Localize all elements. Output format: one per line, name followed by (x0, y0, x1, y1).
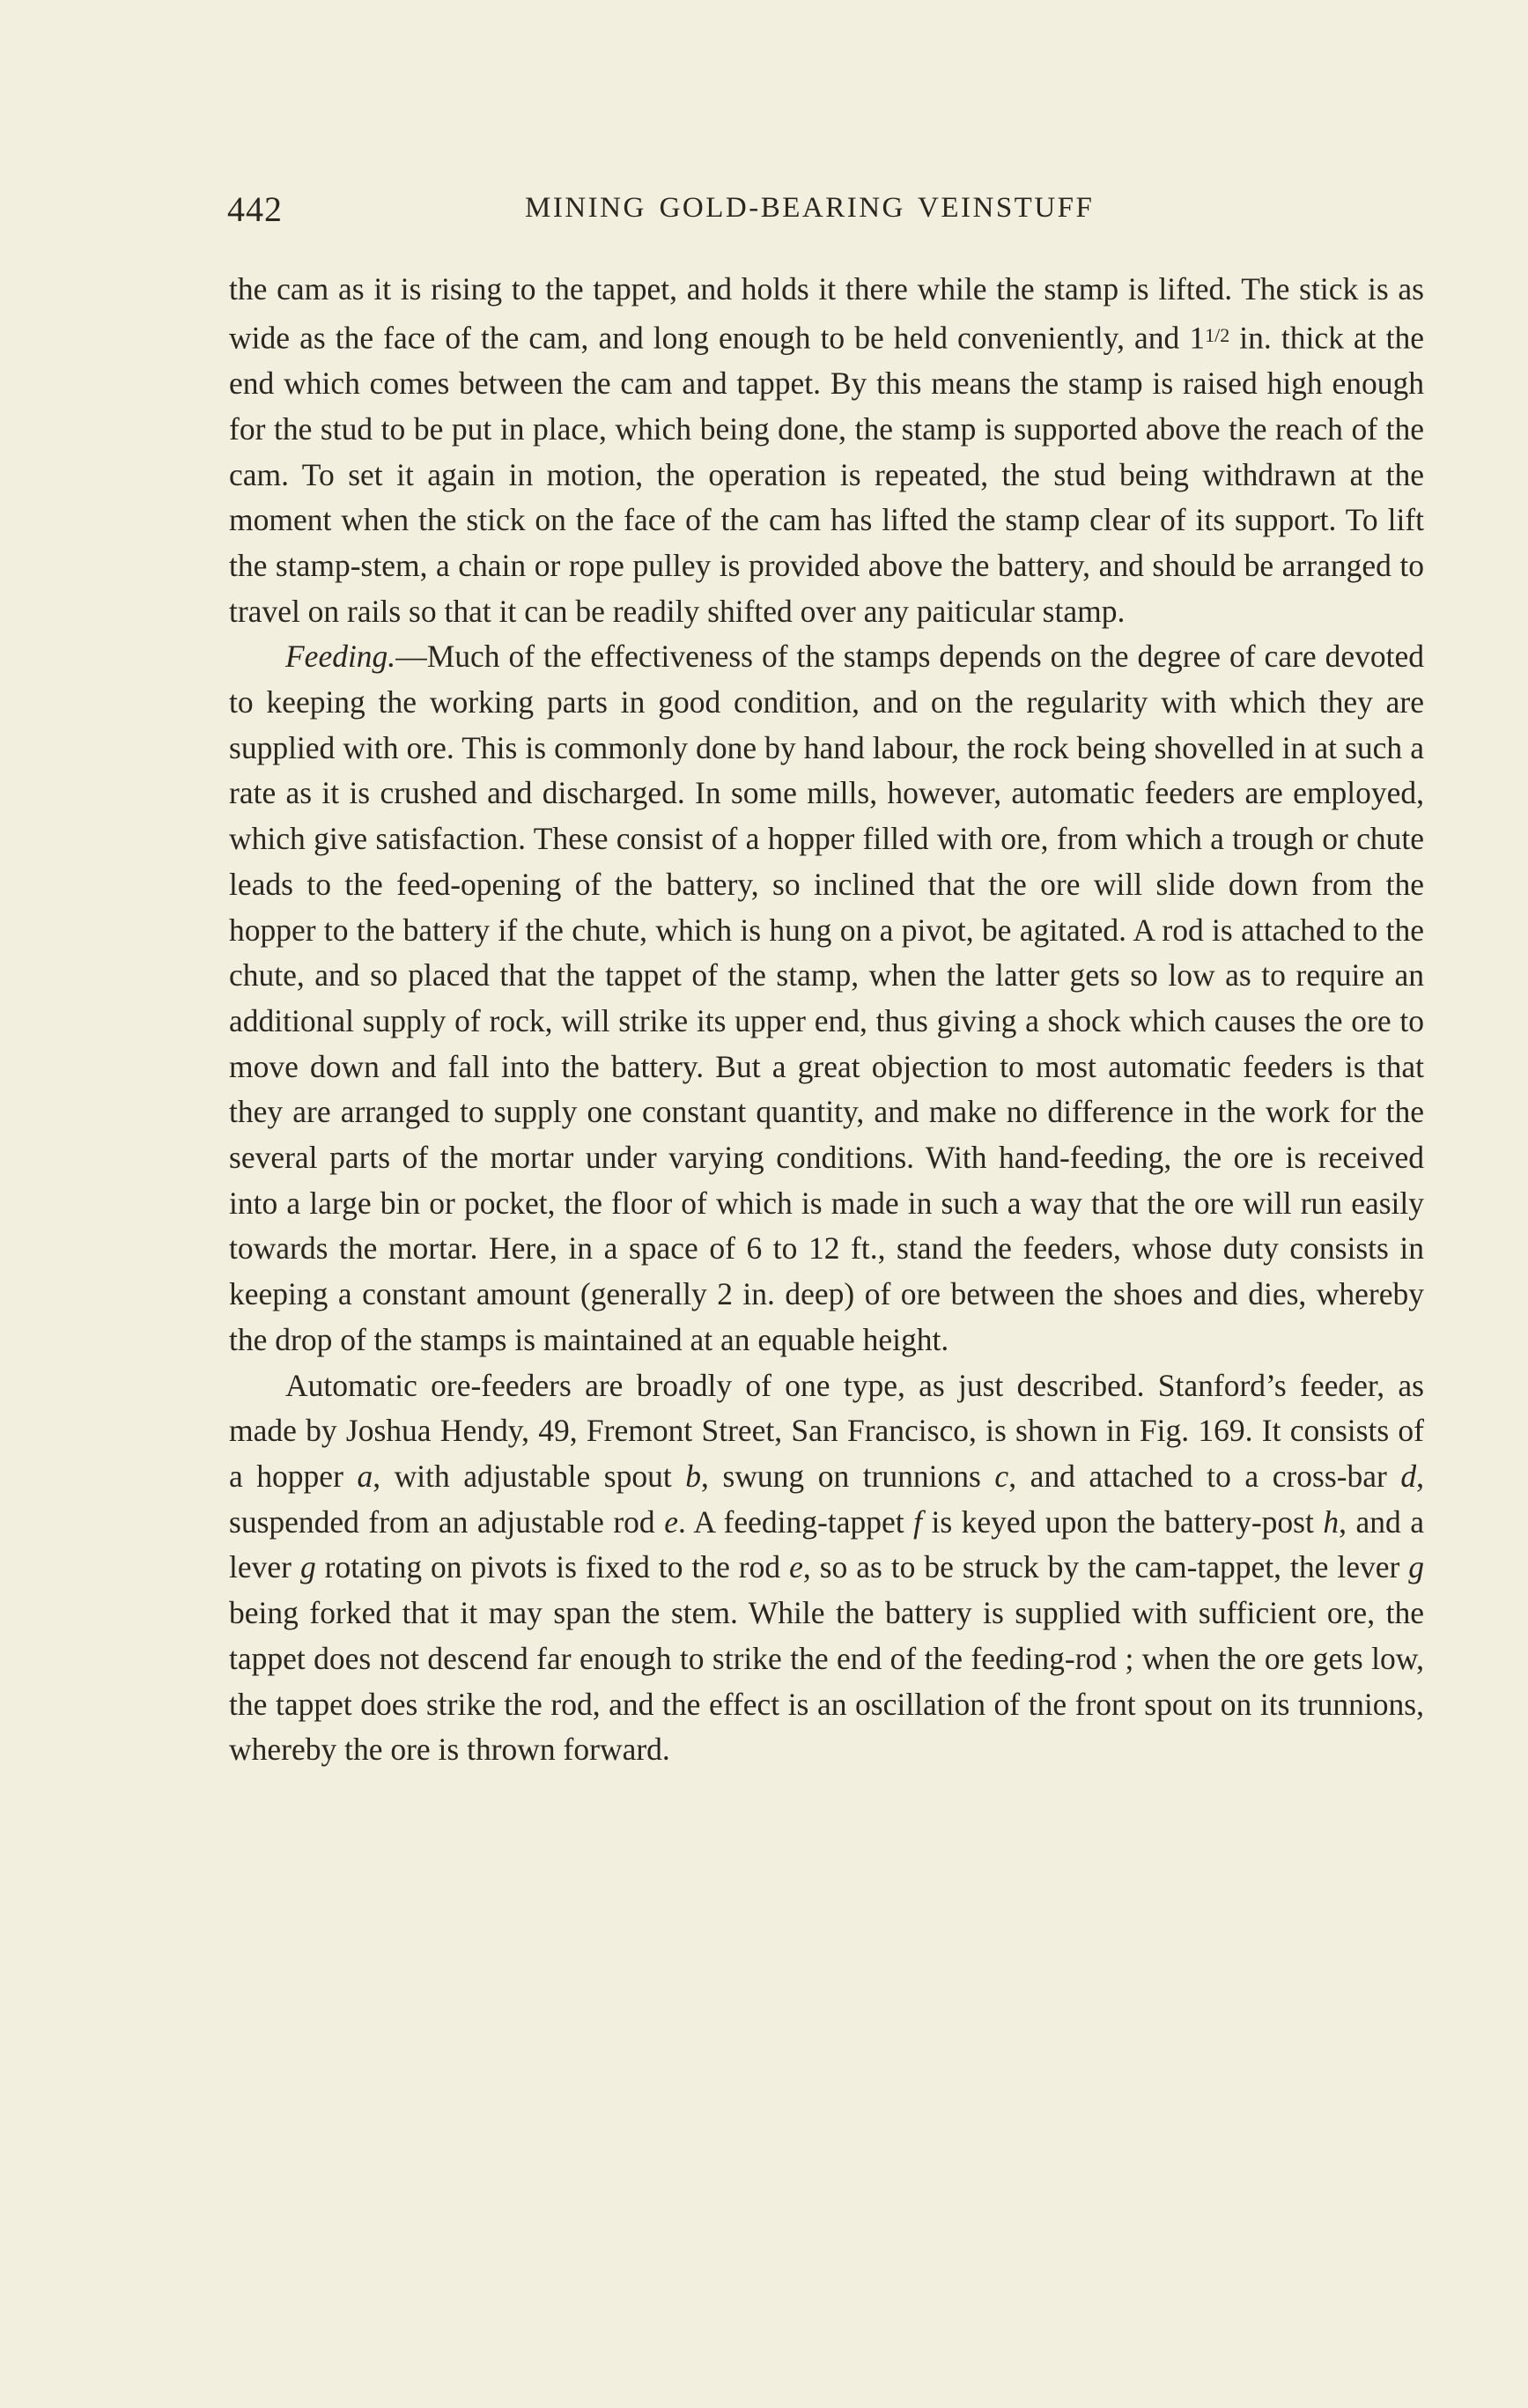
page-header (227, 188, 1425, 233)
page-number: 442 (227, 189, 283, 229)
figure-ref-b: b (685, 1458, 702, 1494)
body-text (229, 267, 1424, 1773)
figure-ref-g: g (1408, 1549, 1425, 1585)
figure-ref-d: d (1400, 1458, 1417, 1494)
paragraph-stamp-lifting: the cam as it is rising to the tappet, and holds it there while the stamp is lifted. The stick is as wide as the face of the cam, and long enough to be held conveniently, and $1^{1/2}$ in. thick at the end which comes between the cam and tappet. By this means the stamp is raised high enough for the stud to be put in place, which being done, the stamp is supported above the reach of the cam. To set it again in motion, the operation is repeated, the stud being withdrawn at the moment when the stick on the face of the cam has lifted the stamp clear of its support. To lift the stamp-stem, a chain or rope pulley is provided above the battery, and should be arranged to travel on rails so that it can be readily shifted over any paiticular stamp. (229, 271, 1424, 629)
figure-ref-e: e (789, 1549, 803, 1585)
figure-ref-c: c (994, 1458, 1009, 1494)
running-head: MINING GOLD-BEARING VEINSTUFF (525, 192, 1095, 224)
paragraph-automatic-ore-feeders: Automatic ore-feeders are broadly of one type, as just described. Stanford’s feeder, as made by Joshua Hendy, 49, Fremont Street, San Francisco, is shown in Fig. 169. It consists of a hopper a, with adjustable spout b, swung on trunnions c, and attached to a cross-bar d, suspended from an adjustable rod e. A feeding-tappet f is keyed upon the battery-post h, and a lever g rotating on pivots is fixed to the rod e, so as to be struck by the cam-tappet, the lever g being forked that it may span the stem. While the battery is supplied with sufficient ore, the tappet does not descend far enough to strike the end of the feeding-rod ; when the ore gets low, the tappet does strike the rod, and the effect is an oscillation of the front spout on its trunnions, whereby the ore is thrown forward. (229, 1367, 1425, 1768)
figure-ref-a: a (357, 1458, 373, 1494)
figure-ref-g: g (299, 1549, 316, 1585)
fraction-half: 1/2 (1205, 323, 1230, 346)
section-heading-feeding: Feeding. (285, 639, 396, 675)
figure-ref-h: h (1323, 1503, 1340, 1540)
paragraph-feeding: Feeding.—Much of the effectiveness of the stamps depends on the degree of care devoted to keeping the working parts in good condition, and on the regularity with which they are supplied with ore. This is commonly done by hand labour, the rock being shovelled in at such a rate as it is crushed and discharged. In some mills, however, automatic feeders are employed, which give satisfaction. These consist of a hopper filled with ore, from which a trough or chute leads to the feed-opening of the battery, so inclined that the ore will slide down from the hopper to the battery if the chute, which is hung on a pivot, be agitated. A rod is attached to the chute, and so placed that the tappet of the stamp, when the latter gets so low as to require an additional supply of rock, will strike its upper end, thus giving a shock which causes the ore to move down and fall into the battery. But a great objection to most automatic feeders is that they are arranged to supply one constant quantity, and make no difference in the work for the several parts of the mortar under varying conditions. With hand-feeding, the ore is received into a large bin or pocket, the floor of which is made in such a way that the ore will run easily towards the mortar. Here, in a space of 6 to 12 ft., stand the feeders, whose duty consists in keeping a constant amount (generally 2 in. deep) of ore between the shoes and dies, whereby the drop of the stamps is maintained at an equable height. (229, 639, 1424, 1357)
figure-ref-f: f (913, 1503, 922, 1540)
figure-ref-e: e (664, 1503, 678, 1540)
